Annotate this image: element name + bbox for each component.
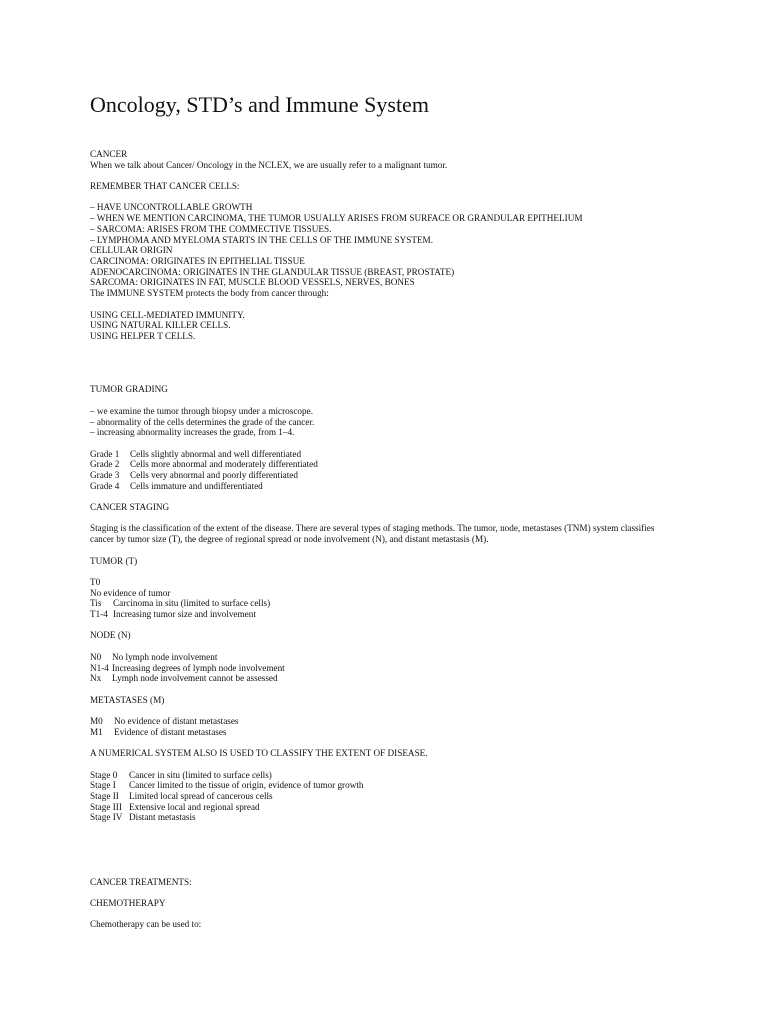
immune-line: USING NATURAL KILLER CELLS. [90,320,231,331]
immune-line: USING HELPER T CELLS. [90,330,196,341]
metastases-heading: METASTASES (M) [90,694,165,705]
tumor-row [90,598,680,609]
stage-code: Stage I [90,780,116,791]
origin-line: SARCOMA: ORIGINATES IN FAT, MUSCLE BLOOD VESSELS, NERVES, BONES [90,277,415,288]
cancer-bullet: – LYMPHOMA AND MYELOMA STARTS IN THE CELLS OF THE IMMUNE SYSTEM. [90,234,434,245]
metastases-code: M0 [90,716,103,727]
document-body [90,149,680,930]
stage-text: Limited local spread of cancerous cells [129,790,273,801]
chemotherapy-heading: CHEMOTHERAPY [90,897,166,908]
metastases-text: Evidence of distant metastases [114,726,227,737]
grade-row [90,481,680,492]
origin-line: The IMMUNE SYSTEM protects the body from cancer through: [90,288,329,299]
tumor-text: Carcinoma in situ (limited to surface cells) [113,598,271,609]
grade-code: Grade 4 [90,480,120,491]
grade-row [90,449,680,460]
origin-line: CELLULAR ORIGIN [90,245,173,256]
grade-text: Cells slightly abnormal and well differentiated [130,448,302,459]
grade-text: Cells more abnormal and moderately differentiated [130,459,318,470]
node-code: Nx [90,673,102,684]
remember-heading: REMEMBER THAT CANCER CELLS: [90,181,240,192]
node-text: No lymph node involvement [112,651,218,662]
node-row [90,663,680,674]
tumor-code: T1-4 [90,609,108,620]
stage-text: Cancer limited to the tissue of origin, evidence of tumor growth [129,780,364,791]
metastases-row [90,727,680,738]
tumor-heading: TUMOR (T) [90,555,138,566]
grading-heading: TUMOR GRADING [90,384,168,395]
grade-text: Cells immature and undifferentiated [130,480,263,491]
stage-row [90,770,680,781]
node-text: Lymph node involvement cannot be assessed [112,673,278,684]
node-code: N0 [90,651,102,662]
tumor-text: Increasing tumor size and involvement [113,609,256,620]
cancer-intro: When we talk about Cancer/ Oncology in the NCLEX, we are usually refer to a malignant tumor. [90,159,448,170]
cancer-heading: CANCER [90,149,128,159]
grade-code: Grade 2 [90,459,120,470]
chemotherapy-intro: Chemotherapy can be used to: [90,919,202,930]
grade-code: Grade 1 [90,448,120,459]
t0-text: No evidence of tumor [90,587,171,598]
tumor-code: Tis [90,598,102,609]
grading-bullet: – increasing abnormality increases the grade, from 1–4. [90,427,295,438]
stage-row [90,812,680,823]
stage-code: Stage IV [90,812,123,823]
staging-paragraph: Staging is the classification of the extent of the disease. There are several types of staging methods. The tumor, node, metastases (TNM) system classifies cancer by tumor size (T), the degree of regional spread or node involvement (N), and distant metastasis (M). [90,523,655,545]
node-row [90,673,680,684]
grade-code: Grade 3 [90,470,120,480]
grade-text: Cells very abnormal and poorly differentiated [130,470,298,480]
cancer-bullet: – SARCOMA: ARISES FROM THE COMMECTIVE TISSUES. [90,223,332,234]
stage-code: Stage III [90,801,122,812]
grade-row [90,470,680,481]
metastases-code: M1 [90,726,103,737]
t0-code: T0 [90,576,101,587]
cancer-bullet: – HAVE UNCONTROLLABLE GROWTH [90,202,253,213]
node-row [90,652,680,663]
node-code: N1-4 [90,662,109,673]
staging-heading: CANCER STAGING [90,502,170,513]
stage-text: Distant metastasis [129,812,196,823]
stage-text: Cancer in situ (limited to surface cells) [129,769,272,780]
grading-bullet: – abnormality of the cells determines the grade of the cancer. [90,416,315,427]
metastases-text: No evidence of distant metastases [114,716,239,727]
stage-row [90,791,680,802]
stage-row [90,780,680,791]
immune-line: USING CELL-MEDIATED IMMUNITY. [90,309,245,320]
stage-row [90,802,680,813]
stage-text: Extensive local and regional spread [129,801,260,812]
numerical-system-heading: A NUMERICAL SYSTEM ALSO IS USED TO CLASSIFY THE EXTENT OF DISEASE. [90,748,428,759]
stage-code: Stage 0 [90,769,118,780]
origin-line: CARCINOMA: ORIGINATES IN EPITHELIAL TISSUE [90,256,305,266]
node-heading: NODE (N) [90,630,131,641]
document-title: Oncology, STD’s and Immune System [90,92,429,117]
origin-line: ADENOCARCINOMA: ORIGINATES IN THE GLANDULAR TISSUE (BREAST, PROSTATE) [90,266,455,277]
stage-code: Stage II [90,790,119,801]
cancer-bullet: – WHEN WE MENTION CARCINOMA, THE TUMOR USUALLY ARISES FROM SURFACE OR GRANDULAR EPITHELIUM [90,213,583,224]
grade-row [90,459,680,470]
node-text: Increasing degrees of lymph node involvement [112,662,285,673]
grading-bullet: – we examine the tumor through biopsy under a microscope. [90,405,313,416]
metastases-row [90,716,680,727]
tumor-row [90,609,680,620]
treatments-heading: CANCER TREATMENTS: [90,876,192,887]
